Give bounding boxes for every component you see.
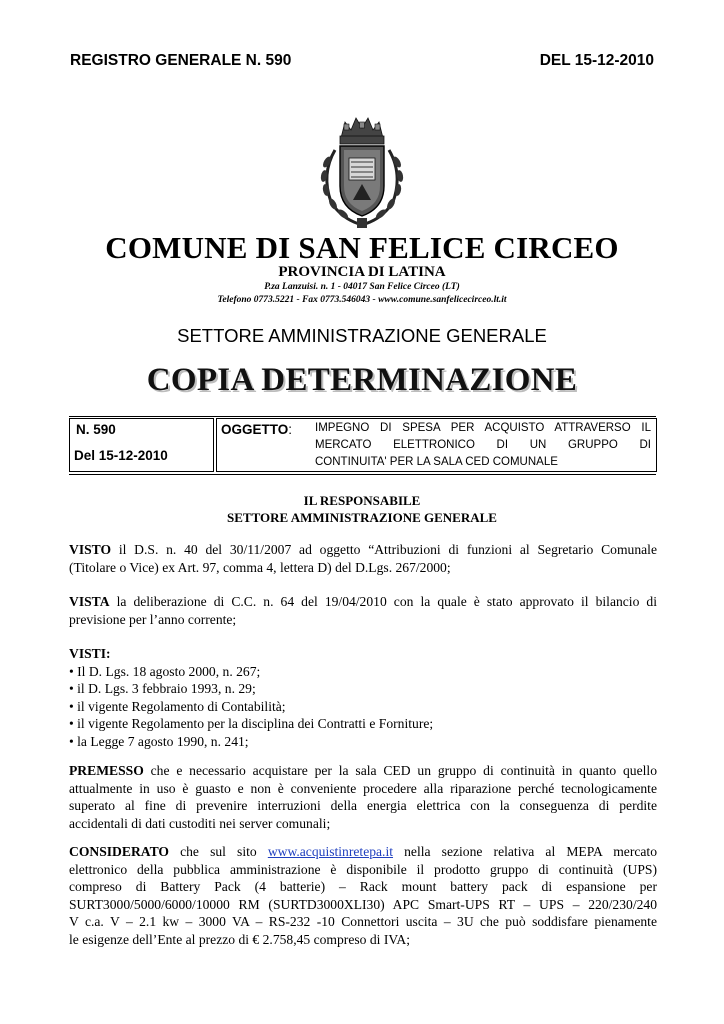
paragraph-visto: VISTO il D.S. n. 40 del 30/11/2007 ad oggetto “Attribuzioni di funzioni al Segretario Comunale (Titolare o Vice) ex Art. 97, comma 4, lettera D) del D.Lgs. 267/2000; [69, 542, 657, 575]
determina-date: Del 15-12-2010 [74, 448, 168, 463]
list-item: • il D. Lgs. 3 febbraio 1993, n. 29; [69, 681, 256, 697]
ente-provincia: PROVINCIA DI LATINA [278, 264, 446, 280]
table-top-rule [69, 416, 656, 417]
settore-heading: SETTORE AMMINISTRAZIONE GENERALE [177, 325, 547, 346]
paragraph-premesso: PREMESSO che e necessario acquistare per la sala CED un gruppo di continuità in quanto quello attualmente in uso è guasto e non è conveniente procedere alla riparazione perché tecnologicamente superato al fine di prevenire interruzioni della energia elettrica con la conseguenza di perdite accidentali di dati custoditi nei server comunali; [69, 763, 657, 831]
list-item: • il vigente Regolamento di Contabilità; [69, 698, 286, 714]
responsabile-heading: IL RESPONSABILE [303, 493, 421, 508]
list-item: • il vigente Regolamento per la disciplina dei Contratti e Forniture; [69, 716, 434, 732]
oggetto-text [315, 420, 651, 471]
acquistinretepa-link[interactable]: www.acquistinretepa.it [267, 844, 394, 859]
list-item: • la Legge 7 agosto 1990, n. 241; [69, 733, 249, 749]
paragraph-vista: VISTA la deliberazione di C.C. n. 64 del 19/04/2010 con la quale è stato approvato il bilancio di previsione per l’anno corrente; [69, 594, 657, 627]
oggetto-label: OGGETTO: [221, 422, 293, 437]
paragraph-considerato: CONSIDERATO che sul sito www.acquistinretepa.it nella sezione relativa al MEPA mercato elettronico della pubblica amministrazione è disponibile il prodotto gruppo di continuità (UPS) compreso di Battery Pack (4 batterie) – Rack mount battery pack di espansione per SURT3000/5000/6000/10000 RM (SURTD3000XLI30) APC Smart-UPS RT – UPS – 220/230/240 V c.a. V – 2.1 kw – 3000 VA – RS-232 -10 Connettori uscita – 3U che può soddisfare pienamente le esigenze dell’Ente al prezzo di € 2.758,45 compreso di IVA; [69, 844, 657, 947]
registro-number: REGISTRO GENERALE N. 590 [70, 52, 292, 69]
determina-number: N. 590 [76, 422, 116, 437]
table-bottom-rule [69, 474, 656, 475]
ente-address: P.za Lanzuisi. n. 1 - 04017 San Felice Circeo (LT) [264, 282, 460, 292]
list-item: • Il D. Lgs. 18 agosto 2000, n. 267; [69, 663, 261, 679]
municipal-crest-icon [313, 114, 411, 234]
ente-name: COMUNE DI SAN FELICE CIRCEO [105, 230, 619, 265]
oggetto-line: CONTINUITA' PER LA SALA CED COMUNALE [315, 456, 558, 468]
oggetto-line: MERCATO ELETTRONICO DI UN GRUPPO DI [315, 439, 651, 451]
document-type-heading: COPIA DETERMINAZIONE [146, 362, 578, 398]
oggetto-line: IMPEGNO DI SPESA PER ACQUISTO ATTRAVERSO IL [315, 422, 651, 434]
registro-date: DEL 15-12-2010 [539, 52, 654, 69]
ente-contacts: Telefono 0773.5221 - Fax 0773.546043 - www.comune.sanfelicecirceo.lt.it [217, 295, 507, 305]
paragraph-visti: VISTI: • Il D. Lgs. 18 agosto 2000, n. 267; • il D. Lgs. 3 febbraio 1993, n. 29; • il vigente Regolamento di Contabilità; • il vigente Regolamento per la disciplina dei Contratti e Forniture; • la Legge 7 agosto 1990, n. 241; [69, 645, 657, 751]
responsabile-settore: SETTORE AMMINISTRAZIONE GENERALE [227, 510, 497, 525]
